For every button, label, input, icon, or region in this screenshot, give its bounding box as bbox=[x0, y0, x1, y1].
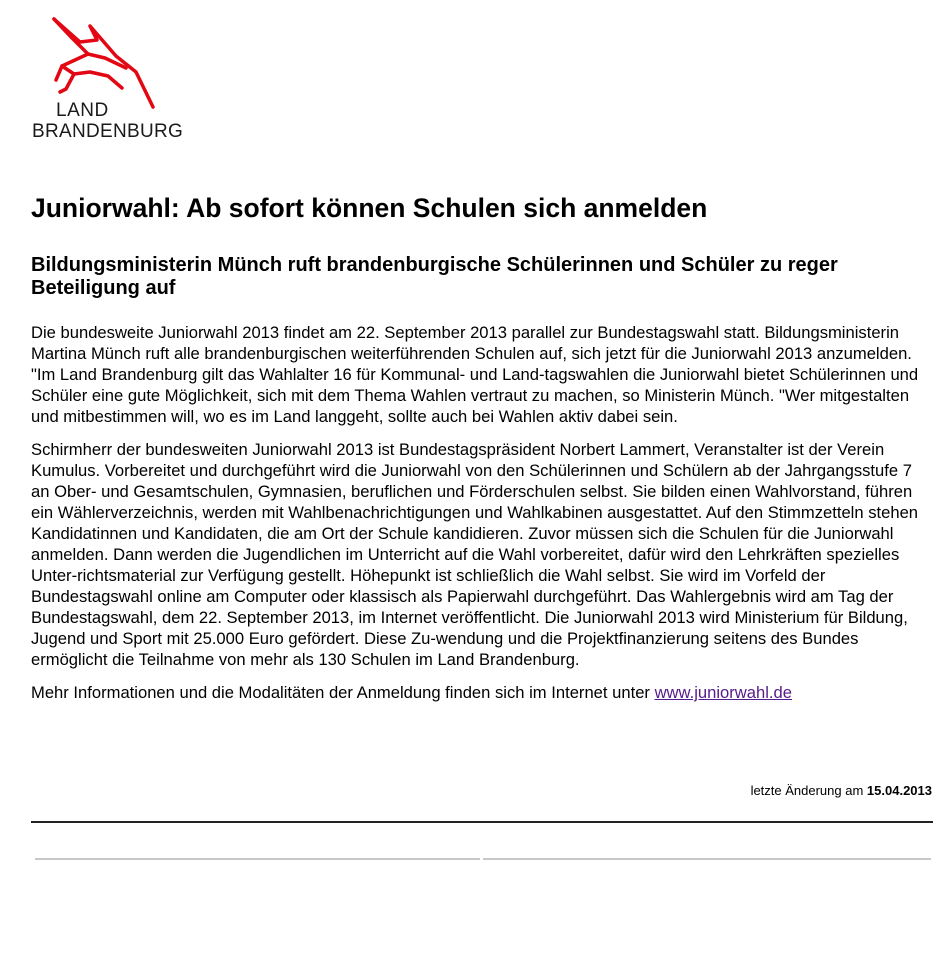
page-subtitle: Bildungsministerin Münch ruft brandenburgische Schülerinnen und Schüler zu reger Beteiligung auf bbox=[31, 254, 838, 299]
logo[interactable] bbox=[30, 14, 200, 144]
juniorwahl-link[interactable]: www.juniorwahl.de bbox=[654, 683, 792, 702]
eagle-icon bbox=[50, 14, 160, 109]
article-paragraph: Schirmherr der bundesweiten Juniorwahl 2013 ist Bundestagspräsident Norbert Lammert, Veranstalter ist der Verein Kumulus. Vorbereitet und durchgeführt wird die Juniorwahl von den Schülerinnen und Schülern ab der Jahrgangsstufe 7 an Ober- und Gesamtschulen, Gymnasien, beruflichen und Förderschulen selbst. Sie bilden einen Wahlvorstand, führen ein Wählerverzeichnis, werden mit Wahlbenachrichtigungen und Wahlkabinen ausgestattet. Auf den Stimmzetteln stehen Kandidatinnen und Kandidaten, die am Ort der Schule kandidieren. Zuvor müssen sich die Schulen für die Juniorwahl anmelden. Dann werden die Jugendlichen im Unterricht auf die Wahl vorbereitet, dafür wird den Lehrkräften spezielles Unter-richtsmaterial zur Verfügung gestellt. Höhepunkt ist schließlich die Wahl selbst. Sie wird im Vorfeld der Bundestagswahl online am Computer oder klassisch als Papierwahl durchgeführt. Das Wahlergebnis wird am Tag der Bundestagswahl, dem 22. September 2013, im Internet veröffentlicht. Die Juniorwahl 2013 wird Ministerium für Bildung, Jugend und Sport mit 25.000 Euro gefördert. Diese Zu-wendung und die Projektfinanzierung seitens des Bundes ermöglicht die Teilnahme von mehr als 130 Schulen im Land Brandenburg. bbox=[31, 440, 919, 669]
article-paragraph: Die bundesweite Juniorwahl 2013 findet am 22. September 2013 parallel zur Bundestagswahl statt. Bildungsministerin Martina Münch ruft alle brandenburgischen weiterführenden Schulen auf, sich jetzt für die Juniorwahl 2013 anzumelden. "Im Land Brandenburg gilt das Wahlalter 16 für Kommunal- und Land-tagswahlen die Juniorwahl bietet Schülerinnen und Schüler eine gute Möglichkeit, sich mit dem Thema Wahlen vertraut zu machen, so Ministerin Münch. "Wer mitgestalten und mitbestimmen will, wo es im Land langgeht, sollte auch bei Wahlen aktiv dabei sein. bbox=[31, 323, 919, 426]
page-title: Juniorwahl: Ab sofort können Schulen sich anmelden bbox=[31, 193, 708, 223]
footer-divider-left bbox=[35, 858, 480, 860]
footer-divider-right bbox=[483, 858, 931, 860]
last-change-label: letzte Änderung am bbox=[750, 783, 867, 798]
more-info-paragraph bbox=[31, 682, 931, 703]
more-info-text: Mehr Informationen und die Modalitäten der Anmeldung finden sich im Internet unter bbox=[31, 683, 655, 702]
last-change-note bbox=[751, 783, 932, 798]
last-change-date: 15.04.2013 bbox=[866, 783, 932, 798]
article-body bbox=[31, 322, 931, 715]
logo-text-brandenburg: BRANDENBURG bbox=[32, 121, 184, 142]
divider bbox=[31, 821, 933, 823]
logo-text-land: LAND bbox=[56, 100, 109, 121]
